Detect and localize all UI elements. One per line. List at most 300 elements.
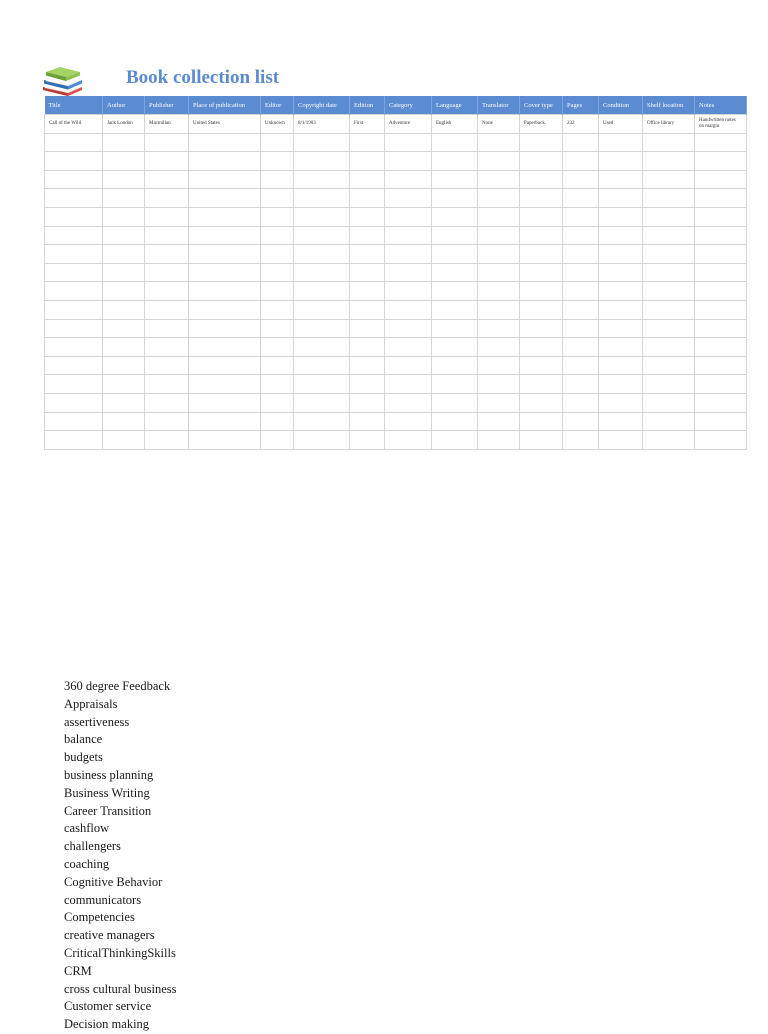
table-cell[interactable] [294, 226, 350, 245]
table-cell[interactable] [103, 133, 145, 152]
table-cell[interactable] [145, 282, 189, 301]
table-cell[interactable] [563, 282, 599, 301]
table-cell[interactable] [261, 393, 294, 412]
table-cell[interactable] [294, 356, 350, 375]
table-cell[interactable] [432, 282, 478, 301]
column-header[interactable]: Notes [695, 96, 747, 115]
column-header[interactable]: Edition [350, 96, 385, 115]
table-cell[interactable] [643, 356, 695, 375]
table-cell[interactable] [350, 133, 385, 152]
column-header[interactable]: Pages [563, 96, 599, 115]
table-cell[interactable]: First [350, 115, 385, 134]
table-cell[interactable] [385, 207, 432, 226]
table-cell[interactable] [385, 263, 432, 282]
table-cell[interactable] [189, 412, 261, 431]
table-cell[interactable] [432, 431, 478, 450]
table-cell[interactable] [478, 338, 520, 357]
table-cell[interactable] [189, 263, 261, 282]
table-cell[interactable] [520, 300, 563, 319]
table-cell[interactable] [145, 152, 189, 171]
table-cell[interactable] [520, 263, 563, 282]
table-cell[interactable]: Unknown [261, 115, 294, 134]
table-cell[interactable] [261, 170, 294, 189]
table-cell[interactable] [478, 431, 520, 450]
table-cell[interactable] [478, 170, 520, 189]
table-cell[interactable] [145, 207, 189, 226]
table-cell[interactable] [563, 189, 599, 208]
table-cell[interactable] [350, 300, 385, 319]
table-cell[interactable] [145, 375, 189, 394]
table-cell[interactable] [599, 375, 643, 394]
table-cell[interactable] [261, 356, 294, 375]
table-cell[interactable] [350, 319, 385, 338]
table-cell[interactable] [478, 152, 520, 171]
table-cell[interactable]: Office library [643, 115, 695, 134]
table-cell[interactable] [350, 338, 385, 357]
table-cell[interactable] [643, 412, 695, 431]
table-cell[interactable] [189, 300, 261, 319]
table-cell[interactable] [599, 207, 643, 226]
table-cell[interactable] [385, 152, 432, 171]
table-cell[interactable] [350, 170, 385, 189]
table-row [45, 115, 747, 134]
table-cell[interactable] [189, 356, 261, 375]
table-cell[interactable] [695, 245, 747, 264]
table-cell[interactable] [643, 393, 695, 412]
table-cell[interactable] [103, 189, 145, 208]
table-cell[interactable] [695, 282, 747, 301]
table-cell[interactable] [563, 152, 599, 171]
table-cell[interactable] [385, 412, 432, 431]
table-cell[interactable] [599, 263, 643, 282]
table-cell[interactable] [385, 282, 432, 301]
table-cell[interactable] [189, 431, 261, 450]
table-cell[interactable] [145, 263, 189, 282]
table-cell[interactable] [385, 245, 432, 264]
table-cell[interactable] [563, 226, 599, 245]
table-row [45, 338, 747, 357]
table-cell[interactable] [385, 300, 432, 319]
column-header[interactable]: Author [103, 96, 145, 115]
table-cell[interactable] [599, 170, 643, 189]
table-cell[interactable] [563, 170, 599, 189]
table-cell[interactable]: 232 [563, 115, 599, 134]
column-header[interactable]: Title [45, 96, 103, 115]
topic-item: CriticalThinkingSkills [64, 945, 176, 960]
table-cell[interactable] [145, 393, 189, 412]
table-cell[interactable] [599, 393, 643, 412]
table-cell[interactable] [103, 393, 145, 412]
table-cell[interactable]: English [432, 115, 478, 134]
table-cell[interactable] [599, 319, 643, 338]
table-cell[interactable] [294, 189, 350, 208]
table-cell[interactable] [478, 393, 520, 412]
table-cell[interactable] [695, 207, 747, 226]
table-cell[interactable] [45, 338, 103, 357]
table-cell[interactable] [294, 300, 350, 319]
table-cell[interactable] [695, 170, 747, 189]
table-cell[interactable] [45, 375, 103, 394]
table-cell[interactable] [103, 263, 145, 282]
table-cell[interactable] [643, 152, 695, 171]
table-cell[interactable] [520, 375, 563, 394]
table-cell[interactable] [478, 245, 520, 264]
table-cell[interactable] [294, 263, 350, 282]
table-cell[interactable] [294, 152, 350, 171]
table-cell[interactable] [45, 189, 103, 208]
table-cell[interactable]: United States [189, 115, 261, 134]
table-cell[interactable] [145, 170, 189, 189]
topic-item: Appraisals [64, 696, 118, 711]
table-cell[interactable] [643, 282, 695, 301]
table-cell[interactable] [599, 300, 643, 319]
table-cell[interactable] [599, 152, 643, 171]
table-cell[interactable] [45, 412, 103, 431]
table-cell[interactable] [45, 152, 103, 171]
table-cell[interactable] [478, 300, 520, 319]
column-header[interactable]: Language [432, 96, 478, 115]
table-cell[interactable] [643, 375, 695, 394]
table-cell[interactable] [385, 319, 432, 338]
table-cell[interactable] [599, 133, 643, 152]
column-header[interactable]: Category [385, 96, 432, 115]
table-cell[interactable] [643, 207, 695, 226]
table-cell[interactable] [350, 393, 385, 412]
table-cell[interactable] [478, 263, 520, 282]
table-cell[interactable] [385, 226, 432, 245]
table-cell[interactable]: Jack London [103, 115, 145, 134]
topic-item: Customer service [64, 999, 152, 1014]
table-cell[interactable] [432, 356, 478, 375]
table-cell[interactable] [563, 375, 599, 394]
table-cell[interactable] [432, 393, 478, 412]
table-cell[interactable] [520, 226, 563, 245]
table-cell[interactable] [643, 226, 695, 245]
table-cell[interactable] [145, 133, 189, 152]
table-cell[interactable] [695, 375, 747, 394]
table-cell[interactable] [563, 263, 599, 282]
topic-item: 360 degree Feedback [64, 679, 171, 693]
table-cell[interactable] [520, 431, 563, 450]
table-cell[interactable] [695, 338, 747, 357]
table-cell[interactable] [643, 245, 695, 264]
table-cell[interactable] [385, 338, 432, 357]
table-cell[interactable]: 8/1/1903 [294, 115, 350, 134]
table-cell[interactable] [350, 152, 385, 171]
table-cell[interactable] [432, 133, 478, 152]
table-cell[interactable] [45, 393, 103, 412]
table-cell[interactable] [599, 356, 643, 375]
topic-item: cashflow [64, 821, 110, 836]
table-cell[interactable] [189, 338, 261, 357]
table-cell[interactable] [189, 319, 261, 338]
table-cell[interactable] [294, 207, 350, 226]
table-cell[interactable] [294, 338, 350, 357]
table-cell[interactable] [520, 282, 563, 301]
table-cell[interactable] [103, 431, 145, 450]
table-cell[interactable] [432, 412, 478, 431]
table-cell[interactable] [520, 393, 563, 412]
table-cell[interactable] [103, 207, 145, 226]
table-cell[interactable] [350, 245, 385, 264]
table-cell[interactable] [599, 412, 643, 431]
table-cell[interactable] [145, 226, 189, 245]
table-cell[interactable] [189, 207, 261, 226]
table-cell[interactable] [103, 282, 145, 301]
table-cell[interactable] [599, 189, 643, 208]
table-cell[interactable] [599, 245, 643, 264]
table-cell[interactable]: Used [599, 115, 643, 134]
table-cell[interactable] [261, 226, 294, 245]
table-cell[interactable] [294, 245, 350, 264]
table-cell[interactable] [695, 152, 747, 171]
table-cell[interactable] [432, 170, 478, 189]
table-cell[interactable] [385, 133, 432, 152]
table-cell[interactable] [695, 263, 747, 282]
table-cell[interactable] [643, 133, 695, 152]
table-cell[interactable] [103, 356, 145, 375]
table-cell[interactable] [385, 431, 432, 450]
table-cell[interactable] [432, 189, 478, 208]
table-cell[interactable] [478, 282, 520, 301]
table-cell[interactable] [695, 319, 747, 338]
topic-item: budgets [64, 750, 103, 765]
table-cell[interactable] [294, 133, 350, 152]
table-cell[interactable] [45, 245, 103, 264]
table-cell[interactable] [103, 245, 145, 264]
table-cell[interactable]: None [478, 115, 520, 134]
table-cell[interactable] [261, 338, 294, 357]
table-cell[interactable] [599, 431, 643, 450]
table-cell[interactable] [45, 226, 103, 245]
table-cell[interactable] [261, 207, 294, 226]
table-cell[interactable] [520, 152, 563, 171]
table-cell[interactable] [599, 282, 643, 301]
table-cell[interactable] [350, 226, 385, 245]
table-cell[interactable] [189, 189, 261, 208]
table-cell[interactable] [432, 245, 478, 264]
table-cell[interactable] [189, 133, 261, 152]
table-cell[interactable]: Macmillan [145, 115, 189, 134]
table-cell[interactable] [294, 393, 350, 412]
table-cell[interactable] [478, 356, 520, 375]
table-cell[interactable] [189, 245, 261, 264]
table-cell[interactable] [520, 207, 563, 226]
table-cell[interactable] [103, 300, 145, 319]
table-cell[interactable]: Paperback [520, 115, 563, 134]
table-cell[interactable] [520, 189, 563, 208]
table-cell[interactable] [189, 393, 261, 412]
column-header[interactable]: Shelf location [643, 96, 695, 115]
table-cell[interactable] [261, 319, 294, 338]
table-cell[interactable] [294, 282, 350, 301]
table-cell[interactable] [385, 393, 432, 412]
table-cell[interactable] [294, 431, 350, 450]
table-cell[interactable] [350, 207, 385, 226]
table-cell[interactable] [294, 319, 350, 338]
table-cell[interactable] [599, 226, 643, 245]
table-cell[interactable] [261, 263, 294, 282]
table-cell[interactable] [599, 338, 643, 357]
table-cell[interactable] [695, 300, 747, 319]
table-cell[interactable] [350, 189, 385, 208]
table-cell[interactable] [261, 282, 294, 301]
table-cell[interactable] [695, 133, 747, 152]
table-cell[interactable] [350, 356, 385, 375]
table-cell[interactable] [103, 226, 145, 245]
table-cell[interactable] [261, 300, 294, 319]
table-cell[interactable] [103, 152, 145, 171]
table-cell[interactable] [563, 356, 599, 375]
table-cell[interactable] [695, 356, 747, 375]
table-cell[interactable] [189, 282, 261, 301]
table-cell[interactable] [145, 245, 189, 264]
table-cell[interactable] [385, 356, 432, 375]
table-cell[interactable] [103, 412, 145, 431]
table-cell[interactable] [103, 338, 145, 357]
table-cell[interactable] [350, 431, 385, 450]
table-cell[interactable] [432, 226, 478, 245]
table-cell[interactable] [643, 431, 695, 450]
table-cell[interactable] [189, 226, 261, 245]
table-cell[interactable] [45, 133, 103, 152]
table-cell[interactable] [45, 207, 103, 226]
table-cell[interactable] [432, 375, 478, 394]
table-cell[interactable] [103, 375, 145, 394]
stack-of-books-icon [40, 63, 86, 97]
table-cell[interactable] [520, 133, 563, 152]
table-cell[interactable] [45, 170, 103, 189]
table-cell[interactable] [695, 431, 747, 450]
table-cell[interactable] [350, 282, 385, 301]
table-cell[interactable] [385, 170, 432, 189]
table-cell[interactable] [350, 263, 385, 282]
table-cell[interactable] [432, 207, 478, 226]
column-header[interactable]: Translator [478, 96, 520, 115]
table-cell[interactable] [695, 226, 747, 245]
table-cell[interactable] [294, 170, 350, 189]
table-cell[interactable] [563, 431, 599, 450]
table-row [45, 170, 747, 189]
table-cell[interactable] [643, 319, 695, 338]
table-cell[interactable] [520, 245, 563, 264]
table-cell[interactable] [145, 300, 189, 319]
table-cell[interactable] [695, 412, 747, 431]
table-cell[interactable] [294, 375, 350, 394]
table-cell[interactable] [478, 207, 520, 226]
table-cell[interactable] [520, 170, 563, 189]
table-cell[interactable] [643, 263, 695, 282]
table-cell[interactable] [432, 338, 478, 357]
table-row [45, 245, 747, 264]
column-header[interactable]: Place of publication [189, 96, 261, 115]
table-cell[interactable] [261, 152, 294, 171]
table-cell[interactable] [563, 319, 599, 338]
table-cell[interactable] [478, 133, 520, 152]
table-cell[interactable] [145, 189, 189, 208]
table-cell[interactable] [432, 152, 478, 171]
table-cell[interactable] [695, 393, 747, 412]
table-cell[interactable] [432, 319, 478, 338]
table-cell[interactable] [695, 189, 747, 208]
table-cell[interactable] [432, 300, 478, 319]
page-title: Book collection list [126, 67, 280, 88]
table-cell[interactable] [563, 412, 599, 431]
table-cell[interactable] [563, 393, 599, 412]
table-cell[interactable] [643, 338, 695, 357]
table-cell[interactable] [261, 412, 294, 431]
table-cell[interactable] [145, 431, 189, 450]
table-cell[interactable] [261, 245, 294, 264]
table-cell[interactable] [45, 356, 103, 375]
table-cell[interactable] [145, 319, 189, 338]
topic-item: assertiveness [64, 714, 130, 729]
table-cell[interactable] [563, 300, 599, 319]
table-cell[interactable] [643, 300, 695, 319]
table-cell[interactable] [189, 375, 261, 394]
table-cell[interactable]: Call of the Wild [45, 115, 103, 134]
table-cell[interactable] [45, 431, 103, 450]
table-cell[interactable] [261, 133, 294, 152]
table-cell[interactable] [563, 207, 599, 226]
table-cell[interactable] [189, 152, 261, 171]
table-cell[interactable] [563, 245, 599, 264]
table-cell[interactable] [145, 338, 189, 357]
table-cell[interactable] [145, 356, 189, 375]
table-cell[interactable] [643, 170, 695, 189]
table-cell[interactable] [520, 319, 563, 338]
table-cell[interactable] [261, 189, 294, 208]
column-header[interactable]: Publisher [145, 96, 189, 115]
column-header[interactable]: Condition [599, 96, 643, 115]
table-cell[interactable] [385, 189, 432, 208]
table-cell[interactable] [350, 375, 385, 394]
column-header[interactable]: Copyright date [294, 96, 350, 115]
table-cell[interactable] [432, 263, 478, 282]
table-cell[interactable] [45, 319, 103, 338]
table-cell[interactable] [478, 189, 520, 208]
column-header[interactable]: Editor [261, 96, 294, 115]
topic-item: challengers [64, 839, 121, 854]
table-cell[interactable] [520, 338, 563, 357]
table-cell[interactable] [261, 431, 294, 450]
table-cell[interactable] [294, 412, 350, 431]
table-cell[interactable] [478, 319, 520, 338]
table-cell[interactable] [350, 412, 385, 431]
table-cell[interactable]: Handwritten notes on margin [695, 115, 747, 134]
table-cell[interactable] [643, 189, 695, 208]
table-cell[interactable] [189, 170, 261, 189]
table-cell[interactable] [45, 263, 103, 282]
table-cell[interactable] [103, 170, 145, 189]
table-cell[interactable] [478, 375, 520, 394]
table-cell[interactable] [45, 300, 103, 319]
table-cell[interactable] [145, 412, 189, 431]
table-cell[interactable] [103, 319, 145, 338]
column-header[interactable]: Cover type [520, 96, 563, 115]
table-cell[interactable] [478, 412, 520, 431]
table-cell[interactable] [385, 375, 432, 394]
table-cell[interactable] [478, 226, 520, 245]
table-row [45, 319, 747, 338]
table-cell[interactable] [45, 282, 103, 301]
table-cell[interactable] [261, 375, 294, 394]
table-cell[interactable] [563, 133, 599, 152]
table-cell[interactable] [520, 412, 563, 431]
table-cell[interactable] [520, 356, 563, 375]
table-cell[interactable] [563, 338, 599, 357]
table-cell[interactable]: Adventure [385, 115, 432, 134]
